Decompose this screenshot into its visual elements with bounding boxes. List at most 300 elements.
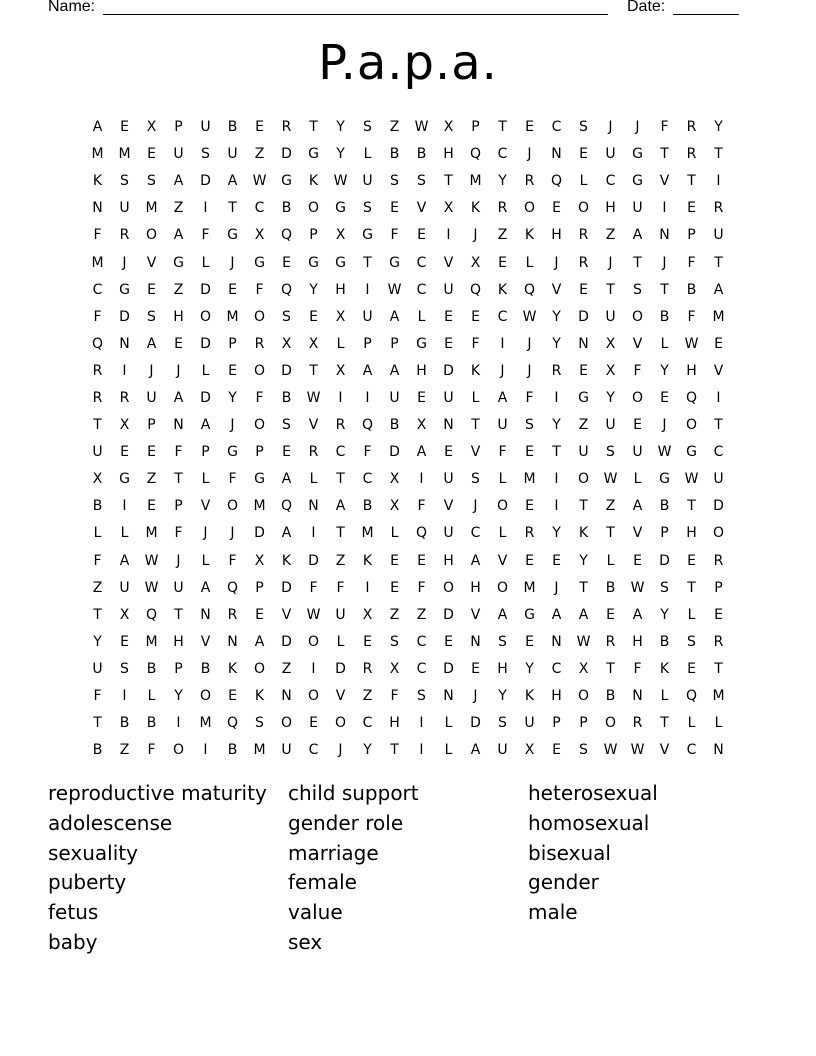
grid-letter[interactable]: Q: [226, 579, 239, 596]
grid-letter[interactable]: D: [254, 525, 265, 542]
grid-letter[interactable]: F: [687, 254, 696, 271]
grid-letter[interactable]: Q: [226, 715, 239, 732]
grid-letter[interactable]: A: [470, 552, 481, 569]
grid-letter[interactable]: G: [416, 335, 427, 352]
grid-letter[interactable]: G: [173, 254, 184, 271]
grid-letter[interactable]: R: [254, 335, 265, 352]
grid-letter[interactable]: H: [173, 308, 184, 325]
grid-letter[interactable]: K: [281, 552, 292, 569]
grid-letter[interactable]: O: [712, 525, 725, 542]
grid-letter[interactable]: W: [603, 742, 618, 759]
grid-letter[interactable]: N: [578, 335, 589, 352]
grid-letter[interactable]: E: [579, 281, 588, 298]
grid-letter[interactable]: E: [471, 660, 480, 677]
grid-letter[interactable]: X: [443, 200, 454, 217]
grid-letter[interactable]: F: [417, 579, 426, 596]
grid-letter[interactable]: E: [120, 444, 129, 461]
grid-letter[interactable]: Y: [552, 525, 561, 542]
grid-letter[interactable]: D: [200, 335, 211, 352]
grid-letter[interactable]: G: [632, 173, 643, 190]
grid-letter[interactable]: O: [307, 200, 320, 217]
grid-letter[interactable]: A: [578, 606, 589, 623]
grid-letter[interactable]: D: [281, 146, 292, 163]
grid-letter[interactable]: G: [659, 471, 670, 488]
grid-letter[interactable]: P: [174, 660, 183, 677]
grid-letter[interactable]: R: [524, 525, 535, 542]
grid-letter[interactable]: F: [687, 308, 696, 325]
grid-letter[interactable]: G: [254, 471, 265, 488]
grid-letter[interactable]: A: [281, 525, 292, 542]
grid-letter[interactable]: W: [252, 173, 267, 190]
grid-letter[interactable]: H: [605, 200, 616, 217]
grid-letter[interactable]: J: [122, 254, 127, 271]
grid-letter[interactable]: U: [227, 146, 238, 163]
grid-letter[interactable]: G: [227, 444, 238, 461]
grid-letter[interactable]: W: [630, 579, 645, 596]
grid-letter[interactable]: C: [416, 281, 427, 298]
grid-letter[interactable]: T: [633, 254, 642, 271]
grid-letter[interactable]: Y: [660, 362, 669, 379]
grid-letter[interactable]: G: [335, 254, 346, 271]
grid-letter[interactable]: E: [363, 633, 372, 650]
grid-letter[interactable]: Y: [336, 146, 345, 163]
grid-letter[interactable]: M: [226, 308, 239, 325]
grid-letter[interactable]: E: [174, 335, 183, 352]
grid-letter[interactable]: G: [119, 281, 130, 298]
grid-letter[interactable]: E: [579, 146, 588, 163]
grid-letter[interactable]: J: [230, 417, 235, 434]
grid-letter[interactable]: N: [632, 688, 643, 705]
grid-letter[interactable]: Q: [91, 335, 104, 352]
grid-letter[interactable]: T: [687, 173, 696, 190]
grid-letter[interactable]: N: [92, 200, 103, 217]
grid-letter[interactable]: E: [633, 552, 642, 569]
grid-letter[interactable]: G: [362, 227, 373, 244]
grid-letter[interactable]: N: [281, 688, 292, 705]
date-blank-line[interactable]: [673, 14, 739, 15]
grid-letter[interactable]: I: [716, 173, 721, 190]
grid-letter[interactable]: O: [172, 742, 185, 759]
grid-letter[interactable]: Z: [416, 606, 427, 623]
grid-letter[interactable]: A: [173, 227, 184, 244]
grid-letter[interactable]: Z: [146, 471, 157, 488]
grid-letter[interactable]: T: [228, 200, 237, 217]
grid-letter[interactable]: B: [416, 146, 427, 163]
grid-letter[interactable]: Y: [93, 633, 102, 650]
grid-letter[interactable]: S: [147, 173, 156, 190]
grid-letter[interactable]: J: [662, 254, 667, 271]
grid-letter[interactable]: D: [119, 308, 130, 325]
grid-letter[interactable]: U: [443, 471, 454, 488]
grid-letter[interactable]: B: [92, 498, 103, 515]
grid-letter[interactable]: L: [525, 254, 534, 271]
grid-letter[interactable]: V: [470, 606, 481, 623]
grid-letter[interactable]: H: [173, 633, 184, 650]
grid-letter[interactable]: E: [444, 633, 453, 650]
grid-letter[interactable]: M: [91, 254, 104, 271]
grid-letter[interactable]: F: [660, 119, 669, 136]
grid-letter[interactable]: R: [119, 227, 130, 244]
grid-letter[interactable]: P: [390, 335, 399, 352]
grid-letter[interactable]: N: [470, 633, 481, 650]
grid-letter[interactable]: L: [579, 173, 588, 190]
grid-letter[interactable]: H: [443, 146, 454, 163]
grid-letter[interactable]: C: [308, 742, 319, 759]
grid-letter[interactable]: I: [338, 389, 343, 406]
grid-letter[interactable]: F: [228, 471, 237, 488]
grid-letter[interactable]: I: [122, 688, 127, 705]
grid-letter[interactable]: X: [605, 335, 616, 352]
grid-letter[interactable]: L: [660, 335, 669, 352]
grid-letter[interactable]: E: [552, 200, 561, 217]
grid-letter[interactable]: F: [336, 579, 345, 596]
grid-letter[interactable]: I: [419, 471, 424, 488]
grid-letter[interactable]: S: [606, 444, 615, 461]
grid-letter[interactable]: S: [417, 173, 426, 190]
grid-letter[interactable]: O: [496, 579, 509, 596]
grid-letter[interactable]: B: [146, 715, 157, 732]
grid-letter[interactable]: I: [365, 389, 370, 406]
grid-letter[interactable]: Y: [363, 742, 372, 759]
grid-letter[interactable]: J: [608, 119, 613, 136]
grid-letter[interactable]: G: [686, 444, 697, 461]
grid-letter[interactable]: V: [497, 552, 508, 569]
grid-letter[interactable]: B: [389, 417, 400, 434]
grid-letter[interactable]: E: [525, 444, 534, 461]
grid-letter[interactable]: E: [525, 633, 534, 650]
grid-letter[interactable]: N: [227, 633, 238, 650]
grid-letter[interactable]: V: [632, 525, 643, 542]
grid-letter[interactable]: Q: [145, 606, 158, 623]
grid-letter[interactable]: E: [498, 254, 507, 271]
grid-letter[interactable]: E: [390, 552, 399, 569]
grid-letter[interactable]: U: [281, 742, 292, 759]
grid-letter[interactable]: R: [119, 389, 130, 406]
grid-letter[interactable]: R: [281, 119, 292, 136]
grid-letter[interactable]: I: [311, 660, 316, 677]
grid-letter[interactable]: R: [551, 362, 562, 379]
grid-letter[interactable]: P: [228, 335, 237, 352]
grid-letter[interactable]: G: [254, 254, 265, 271]
grid-letter[interactable]: V: [416, 200, 427, 217]
grid-letter[interactable]: M: [712, 308, 725, 325]
grid-letter[interactable]: U: [605, 308, 616, 325]
grid-letter[interactable]: C: [497, 308, 508, 325]
grid-letter[interactable]: N: [308, 498, 319, 515]
grid-letter[interactable]: C: [416, 633, 427, 650]
grid-letter[interactable]: L: [633, 471, 642, 488]
grid-letter[interactable]: Z: [578, 417, 589, 434]
grid-letter[interactable]: E: [471, 308, 480, 325]
grid-letter[interactable]: V: [443, 498, 454, 515]
grid-letter[interactable]: O: [604, 715, 617, 732]
grid-letter[interactable]: O: [199, 308, 212, 325]
grid-letter[interactable]: S: [471, 471, 480, 488]
grid-letter[interactable]: A: [173, 173, 184, 190]
grid-letter[interactable]: U: [200, 119, 211, 136]
grid-letter[interactable]: P: [309, 227, 318, 244]
grid-letter[interactable]: I: [365, 579, 370, 596]
grid-letter[interactable]: I: [203, 742, 208, 759]
grid-letter[interactable]: A: [335, 498, 346, 515]
grid-letter[interactable]: Q: [415, 525, 428, 542]
grid-letter[interactable]: T: [336, 471, 345, 488]
grid-letter[interactable]: T: [714, 146, 723, 163]
grid-letter[interactable]: U: [632, 444, 643, 461]
grid-letter[interactable]: D: [335, 660, 346, 677]
grid-letter[interactable]: I: [176, 715, 181, 732]
grid-letter[interactable]: K: [362, 552, 373, 569]
grid-letter[interactable]: W: [684, 335, 699, 352]
grid-letter[interactable]: W: [414, 119, 429, 136]
grid-letter[interactable]: A: [200, 417, 211, 434]
grid-letter[interactable]: U: [713, 227, 724, 244]
grid-letter[interactable]: P: [552, 715, 561, 732]
grid-letter[interactable]: C: [551, 660, 562, 677]
grid-letter[interactable]: H: [389, 715, 400, 732]
grid-letter[interactable]: T: [660, 146, 669, 163]
grid-letter[interactable]: M: [253, 498, 266, 515]
grid-letter[interactable]: U: [605, 417, 616, 434]
grid-letter[interactable]: B: [659, 498, 670, 515]
grid-letter[interactable]: E: [417, 227, 426, 244]
grid-letter[interactable]: J: [527, 362, 532, 379]
grid-letter[interactable]: E: [444, 308, 453, 325]
grid-letter[interactable]: M: [145, 633, 158, 650]
grid-letter[interactable]: P: [255, 444, 264, 461]
grid-letter[interactable]: W: [387, 281, 402, 298]
grid-letter[interactable]: J: [662, 417, 667, 434]
grid-letter[interactable]: G: [578, 389, 589, 406]
grid-letter[interactable]: P: [363, 335, 372, 352]
grid-letter[interactable]: E: [525, 119, 534, 136]
grid-letter[interactable]: E: [552, 552, 561, 569]
grid-letter[interactable]: N: [173, 417, 184, 434]
grid-letter[interactable]: R: [713, 633, 724, 650]
grid-letter[interactable]: E: [714, 335, 723, 352]
grid-letter[interactable]: H: [416, 362, 427, 379]
grid-letter[interactable]: I: [122, 362, 127, 379]
grid-letter[interactable]: T: [660, 281, 669, 298]
grid-letter[interactable]: B: [227, 119, 238, 136]
grid-letter[interactable]: M: [145, 525, 158, 542]
grid-letter[interactable]: S: [255, 715, 264, 732]
grid-letter[interactable]: A: [470, 742, 481, 759]
grid-letter[interactable]: E: [255, 606, 264, 623]
grid-letter[interactable]: E: [444, 335, 453, 352]
grid-letter[interactable]: Q: [523, 281, 536, 298]
grid-letter[interactable]: Q: [685, 688, 698, 705]
grid-letter[interactable]: E: [228, 362, 237, 379]
grid-letter[interactable]: T: [309, 362, 318, 379]
grid-letter[interactable]: U: [632, 200, 643, 217]
grid-letter[interactable]: Y: [498, 173, 507, 190]
grid-letter[interactable]: Z: [281, 660, 292, 677]
grid-letter[interactable]: B: [281, 200, 292, 217]
grid-letter[interactable]: C: [335, 444, 346, 461]
grid-letter[interactable]: G: [632, 146, 643, 163]
grid-letter[interactable]: L: [120, 525, 129, 542]
grid-letter[interactable]: W: [630, 742, 645, 759]
grid-letter[interactable]: N: [713, 742, 724, 759]
grid-letter[interactable]: D: [578, 308, 589, 325]
grid-letter[interactable]: B: [659, 308, 670, 325]
grid-letter[interactable]: I: [122, 498, 127, 515]
grid-letter[interactable]: T: [606, 281, 615, 298]
grid-letter[interactable]: Z: [362, 688, 373, 705]
grid-letter[interactable]: S: [282, 417, 291, 434]
grid-letter[interactable]: T: [93, 606, 102, 623]
grid-letter[interactable]: E: [390, 200, 399, 217]
grid-letter[interactable]: E: [282, 254, 291, 271]
grid-letter[interactable]: L: [201, 254, 210, 271]
grid-letter[interactable]: C: [362, 715, 373, 732]
grid-letter[interactable]: O: [631, 308, 644, 325]
grid-letter[interactable]: M: [145, 200, 158, 217]
grid-letter[interactable]: F: [201, 227, 210, 244]
grid-letter[interactable]: H: [686, 525, 697, 542]
grid-letter[interactable]: U: [524, 715, 535, 732]
grid-letter[interactable]: N: [551, 146, 562, 163]
grid-letter[interactable]: O: [577, 200, 590, 217]
grid-letter[interactable]: X: [389, 660, 400, 677]
grid-letter[interactable]: F: [633, 362, 642, 379]
grid-letter[interactable]: G: [335, 200, 346, 217]
grid-letter[interactable]: D: [281, 633, 292, 650]
grid-letter[interactable]: V: [146, 254, 157, 271]
grid-letter[interactable]: N: [443, 417, 454, 434]
grid-letter[interactable]: P: [174, 498, 183, 515]
grid-letter[interactable]: J: [176, 552, 181, 569]
grid-letter[interactable]: R: [362, 660, 373, 677]
grid-letter[interactable]: X: [470, 254, 481, 271]
grid-letter[interactable]: M: [469, 173, 482, 190]
grid-letter[interactable]: E: [228, 688, 237, 705]
grid-letter[interactable]: B: [659, 633, 670, 650]
grid-letter[interactable]: W: [306, 606, 321, 623]
grid-letter[interactable]: U: [713, 471, 724, 488]
grid-letter[interactable]: R: [713, 552, 724, 569]
grid-letter[interactable]: V: [470, 444, 481, 461]
grid-letter[interactable]: H: [551, 227, 562, 244]
grid-letter[interactable]: Y: [228, 389, 237, 406]
grid-letter[interactable]: V: [713, 362, 724, 379]
grid-letter[interactable]: E: [444, 444, 453, 461]
grid-letter[interactable]: W: [522, 308, 537, 325]
grid-letter[interactable]: Y: [525, 660, 534, 677]
grid-letter[interactable]: E: [687, 200, 696, 217]
grid-letter[interactable]: P: [201, 444, 210, 461]
grid-letter[interactable]: Q: [469, 146, 482, 163]
grid-letter[interactable]: Y: [579, 552, 588, 569]
grid-letter[interactable]: A: [146, 335, 157, 352]
grid-letter[interactable]: W: [576, 633, 591, 650]
grid-letter[interactable]: B: [686, 281, 697, 298]
grid-letter[interactable]: E: [120, 119, 129, 136]
grid-letter[interactable]: L: [444, 715, 453, 732]
grid-letter[interactable]: F: [498, 444, 507, 461]
grid-letter[interactable]: L: [498, 471, 507, 488]
grid-letter[interactable]: S: [687, 633, 696, 650]
grid-letter[interactable]: L: [417, 308, 426, 325]
grid-letter[interactable]: Y: [660, 606, 669, 623]
grid-letter[interactable]: O: [145, 227, 158, 244]
grid-letter[interactable]: D: [443, 362, 454, 379]
grid-letter[interactable]: T: [606, 525, 615, 542]
grid-letter[interactable]: V: [659, 742, 670, 759]
grid-letter[interactable]: I: [446, 227, 451, 244]
grid-letter[interactable]: D: [308, 552, 319, 569]
grid-letter[interactable]: A: [281, 471, 292, 488]
grid-letter[interactable]: M: [712, 688, 725, 705]
grid-letter[interactable]: S: [390, 633, 399, 650]
grid-letter[interactable]: U: [92, 660, 103, 677]
grid-letter[interactable]: F: [174, 525, 183, 542]
grid-letter[interactable]: L: [660, 688, 669, 705]
grid-letter[interactable]: X: [578, 660, 589, 677]
grid-letter[interactable]: O: [577, 688, 590, 705]
grid-letter[interactable]: B: [605, 688, 616, 705]
grid-letter[interactable]: E: [633, 417, 642, 434]
grid-letter[interactable]: J: [527, 146, 532, 163]
grid-letter[interactable]: F: [633, 660, 642, 677]
grid-letter[interactable]: U: [443, 525, 454, 542]
grid-letter[interactable]: J: [473, 498, 478, 515]
grid-letter[interactable]: O: [199, 688, 212, 705]
grid-letter[interactable]: W: [333, 173, 348, 190]
grid-letter[interactable]: S: [147, 308, 156, 325]
grid-letter[interactable]: D: [443, 660, 454, 677]
grid-letter[interactable]: T: [579, 498, 588, 515]
grid-letter[interactable]: I: [203, 200, 208, 217]
grid-letter[interactable]: K: [524, 227, 535, 244]
grid-letter[interactable]: T: [687, 579, 696, 596]
grid-letter[interactable]: D: [281, 579, 292, 596]
grid-letter[interactable]: C: [416, 660, 427, 677]
grid-letter[interactable]: L: [687, 606, 696, 623]
grid-letter[interactable]: H: [551, 688, 562, 705]
grid-letter[interactable]: T: [714, 254, 723, 271]
grid-letter[interactable]: L: [201, 552, 210, 569]
grid-letter[interactable]: Z: [173, 281, 184, 298]
grid-letter[interactable]: G: [281, 173, 292, 190]
grid-letter[interactable]: H: [443, 552, 454, 569]
grid-letter[interactable]: E: [687, 552, 696, 569]
grid-letter[interactable]: F: [363, 444, 372, 461]
grid-letter[interactable]: V: [308, 417, 319, 434]
grid-letter[interactable]: O: [253, 362, 266, 379]
grid-letter[interactable]: S: [498, 715, 507, 732]
grid-letter[interactable]: L: [444, 742, 453, 759]
grid-letter[interactable]: F: [525, 389, 534, 406]
grid-letter[interactable]: S: [390, 173, 399, 190]
grid-letter[interactable]: A: [227, 173, 238, 190]
grid-letter[interactable]: T: [660, 715, 669, 732]
grid-letter[interactable]: D: [200, 281, 211, 298]
grid-letter[interactable]: T: [93, 715, 102, 732]
grid-letter[interactable]: X: [389, 471, 400, 488]
grid-letter[interactable]: Q: [280, 227, 293, 244]
grid-letter[interactable]: K: [92, 173, 103, 190]
grid-letter[interactable]: V: [200, 498, 211, 515]
grid-letter[interactable]: F: [93, 308, 102, 325]
grid-letter[interactable]: F: [93, 552, 102, 569]
grid-letter[interactable]: V: [335, 688, 346, 705]
grid-letter[interactable]: P: [579, 715, 588, 732]
grid-letter[interactable]: F: [390, 688, 399, 705]
grid-letter[interactable]: V: [659, 173, 670, 190]
grid-letter[interactable]: S: [633, 281, 642, 298]
